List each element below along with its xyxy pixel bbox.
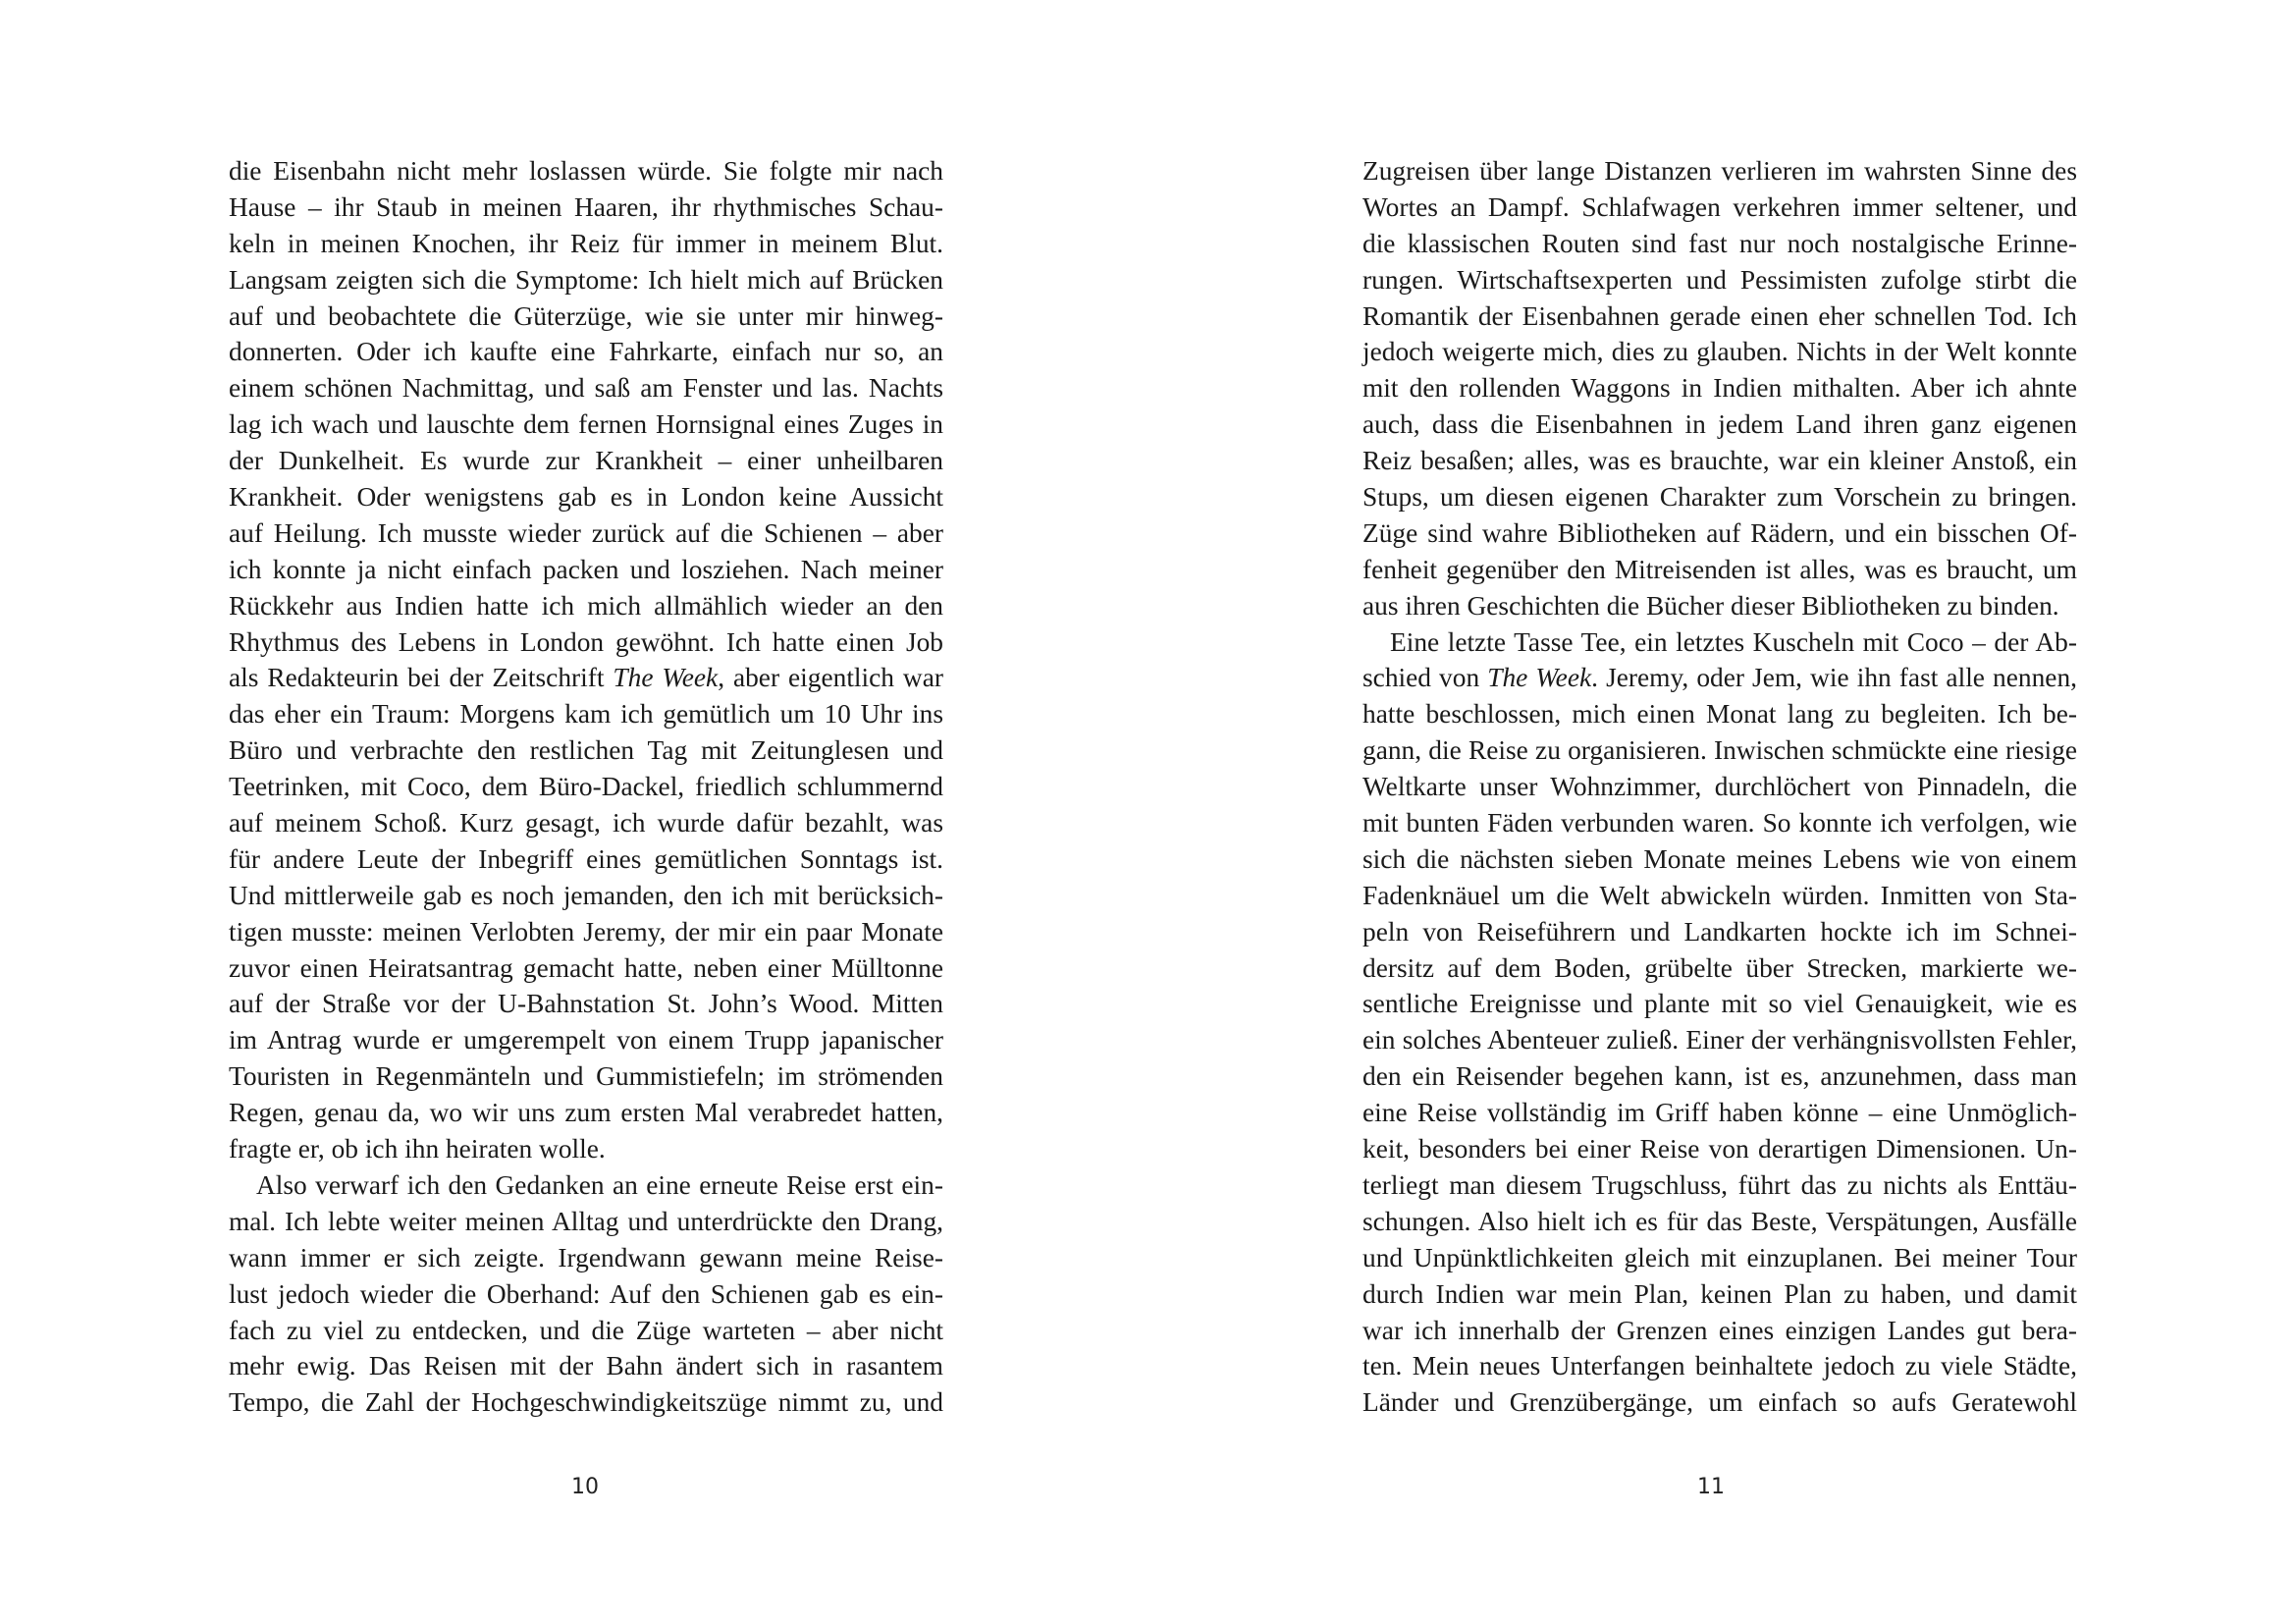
text-line: und Unpünktlichkeiten gleich mit einzuplanen. Bei meiner Tour [1362,1242,2077,1272]
text-line: durch Indien war mein Plan, keinen Plan zu haben, und damit [1362,1278,2077,1309]
text-line: schungen. Also hielt ich es für das Beste, Verspätungen, Ausfälle [1362,1206,2077,1236]
text-line: Romantik der Eisenbahnen gerade einen eher schnellen Tod. Ich [1362,300,2077,331]
text-line: rungen. Wirtschaftsexperten und Pessimisten zufolge stirbt die [1362,264,2077,295]
text-line: lust jedoch wieder die Oberhand: Auf den Schienen gab es ein- [229,1278,943,1309]
text-line: auf Heilung. Ich musste wieder zurück auf die Schienen – aber [229,517,943,548]
text-line: ein solches Abenteuer zuließ. Einer der verhängnisvollsten Fehler, [1362,1025,2077,1056]
text-line: eine Reise vollständig im Griff haben könne – eine Unmöglich- [1362,1098,2077,1128]
text-line: Krankheit. Oder wenigstens gab es in London keine Aussicht [229,482,943,513]
text-line: Und mittlerweile gab es noch jemanden, den ich mit berücksich- [229,880,943,910]
text-line: zuvor einen Heiratsantrag gemacht hatte, neben einer Mülltonne [229,952,943,983]
text-line-segment: . Jeremy, oder Jem, wie ihn fast alle nennen, [1591,663,2077,693]
text-line: die Eisenbahn nicht mehr loslassen würde. Sie folgte mir nach [229,156,943,186]
page-number-left: 10 [571,1475,599,1499]
text-line: auf meinem Schoß. Kurz gesagt, ich wurde dafür bezahlt, was [229,808,943,839]
text-line: Stups, um diesen eigenen Charakter zum Vorschein zu bringen. [1362,482,2077,513]
text-line: Langsam zeigten sich die Symptome: Ich hielt mich auf Brücken [229,264,943,295]
text-line: gann, die Reise zu organisieren. Inwischen schmückte eine riesige [1362,735,2077,766]
text-line: Wortes an Dampf. Schlafwagen verkehren immer seltener, und [1362,191,2077,222]
text-line: Hause – ihr Staub in meinen Haaren, ihr rhythmisches Schau- [229,191,943,222]
text-line: auf der Straße vor der U-Bahnstation St. John’s Wood. Mitten [229,989,943,1019]
text-line: auch, dass die Eisenbahnen in jedem Land ihren ganz eigenen [1362,409,2077,440]
right-page [1148,0,2296,1624]
text-line: Weltkarte unser Wohnzimmer, durchlöchert von Pinnadeln, die [1362,772,2077,802]
text-line [1362,660,2077,696]
text-line: hatte beschlossen, mich einen Monat lang zu begleiten. Ich be- [1362,699,2077,730]
text-line: der Dunkelheit. Es wurde zur Krankheit – einer unheilbaren [229,446,943,476]
text-line: sentliche Ereignisse und plante mit so viel Genauigkeit, wie es [1362,989,2077,1019]
text-line: lag ich wach und lauschte dem fernen Hornsignal eines Zuges in [229,409,943,440]
text-line: Teetrinken, mit Coco, dem Büro-Dackel, friedlich schlummernd [229,772,943,802]
text-line: aus ihren Geschichten die Bücher dieser Bibliotheken zu binden. [1362,590,2059,621]
page-number-right: 11 [1697,1475,1725,1499]
text-line: peln von Reiseführern und Landkarten hockte ich im Schnei- [1362,916,2077,947]
text-line: mehr ewig. Das Reisen mit der Bahn ändert sich in rasantem [229,1351,943,1381]
text-line: war ich innerhalb der Grenzen eines einzigen Landes gut bera- [1362,1315,2077,1345]
text-line: mit den rollenden Waggons in Indien mithalten. Aber ich ahnte [1362,373,2077,404]
italic-title: The Week [613,663,719,693]
text-line: sich die nächsten sieben Monate meines Lebens wie von einem [1362,843,2077,874]
text-line: wann immer er sich zeigte. Irgendwann gewann meine Reise- [229,1242,943,1272]
text-line: einem schönen Nachmittag, und saß am Fenster und las. Nachts [229,373,943,404]
text-line: Fadenknäuel um die Welt abwickeln würden. Inmitten von Sta- [1362,880,2077,910]
text-line: dersitz auf dem Boden, grübelte über Strecken, markierte we- [1362,952,2077,983]
text-line-segment: als Redakteurin bei der Zeitschrift [229,663,614,693]
text-line: Reiz besaßen; alles, was es brauchte, war ein kleiner Anstoß, ein [1362,446,2077,476]
text-line: keln in meinen Knochen, ihr Reiz für immer in meinem Blut. [229,228,943,258]
text-line: Büro und verbrachte den restlichen Tag mit Zeitunglesen und [229,735,943,766]
text-line: mal. Ich lebte weiter meinen Alltag und unterdrückte den Drang, [229,1206,943,1236]
text-line: Also verwarf ich den Gedanken an eine erneute Reise erst ein- [256,1169,943,1200]
text-line: jedoch weigerte mich, dies zu glauben. Nichts in der Welt konnte [1362,337,2077,367]
text-line: das eher ein Traum: Morgens kam ich gemütlich um 10 Uhr ins [229,699,943,730]
text-line: im Antrag wurde er umgerempelt von einem Trupp japanischer [229,1025,943,1056]
text-line: mit bunten Fäden verbunden waren. So konnte ich verfolgen, wie [1362,808,2077,839]
text-line: Rhythmus des Lebens in London gewöhnt. Ich hatte einen Job [229,626,943,657]
text-line: Züge sind wahre Bibliotheken auf Rädern, und ein bisschen Of- [1362,517,2077,548]
text-line: auf und beobachtete die Güterzüge, wie sie unter mir hinweg- [229,300,943,331]
text-line: terliegt man diesem Trugschluss, führt das zu nichts als Enttäu- [1362,1169,2077,1200]
text-line: die klassischen Routen sind fast nur noch nostalgische Erinne- [1362,228,2077,258]
text-line: ten. Mein neues Unterfangen beinhaltete jedoch zu viele Städte, [1362,1351,2077,1381]
text-line: Länder und Grenzübergänge, um einfach so aufs Geratewohl [1362,1387,2077,1418]
text-line: den ein Reisender begehen kann, ist es, anzunehmen, dass man [1362,1061,2077,1092]
right-page-text [1362,153,2077,1421]
text-line: donnerten. Oder ich kaufte eine Fahrkarte, einfach nur so, an [229,337,943,367]
text-line: keit, besonders bei einer Reise von derartigen Dimensionen. Un- [1362,1134,2077,1164]
text-line: Zugreisen über lange Distanzen verlieren im wahrsten Sinne des [1362,156,2077,186]
text-line: für andere Leute der Inbegriff eines gemütlichen Sonntags ist. [229,843,943,874]
italic-title: The Week [1487,663,1592,693]
text-line: Tempo, die Zahl der Hochgeschwindigkeitszüge nimmt zu, und [229,1387,943,1418]
text-line-segment: schied von [1362,663,1488,693]
text-line: tigen musste: meinen Verlobten Jeremy, der mir ein paar Monate [229,916,943,947]
text-line: ich konnte ja nicht einfach packen und losziehen. Nach meiner [229,554,943,584]
text-line: fenheit gegenüber den Mitreisenden ist alles, was es braucht, um [1362,554,2077,584]
text-line [229,660,943,696]
left-page-text [229,153,943,1421]
text-line-segment: , aber eigentlich war [718,663,943,693]
text-line: fragte er, ob ich ihn heiraten wolle. [229,1134,606,1164]
text-line: Rückkehr aus Indien hatte ich mich allmählich wieder an den [229,590,943,621]
text-line: Regen, genau da, wo wir uns zum ersten Mal verabredet hatten, [229,1098,943,1128]
text-line: Eine letzte Tasse Tee, ein letztes Kuscheln mit Coco – der Ab- [1390,626,2077,657]
text-line: fach zu viel zu entdecken, und die Züge warteten – aber nicht [229,1315,943,1345]
text-line: Touristen in Regenmänteln und Gummistiefeln; im strömenden [229,1061,943,1092]
